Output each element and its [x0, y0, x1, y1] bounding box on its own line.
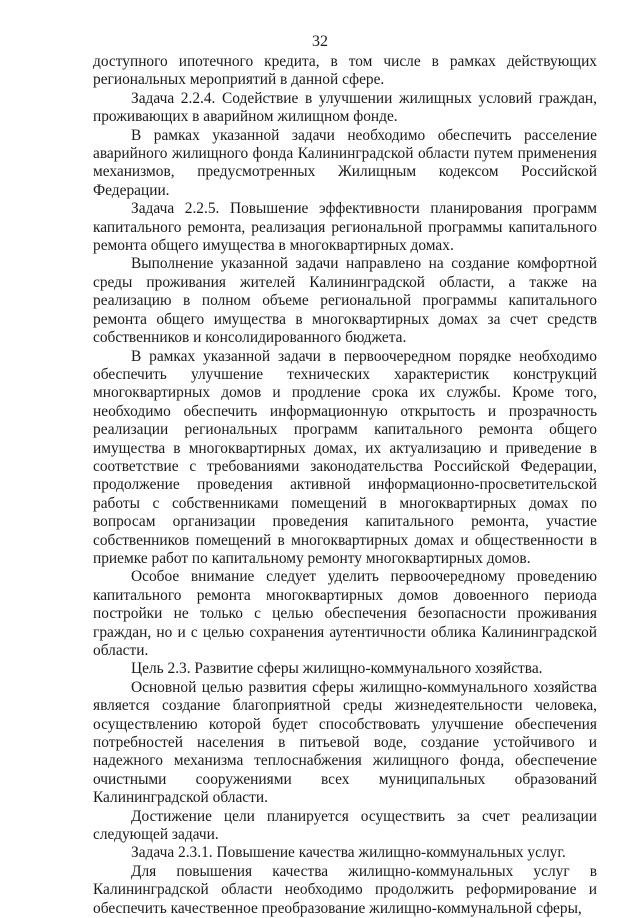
goal-2-3-heading: Цель 2.3. Развитие сферы жилищно-коммунального хозяйства. — [131, 660, 543, 678]
paragraph-main-goal: Основной целью развития сферы жилищно-коммунального хозяйства является создание благоприятной среды жизнедеятельности человека, осуществлению которой будет способствовать улучшение обеспечения потребностей населения в питьевой воде, создание устойчивого и надежного механизма теплоснабжения жилищного фонда, обеспечение очистными сооружениями всех муниципальных образований Калининградской области. — [93, 678, 597, 807]
paragraph-prewar-buildings: Особое внимание следует уделить первоочередному проведению капитального ремонта многоквартирных домов довоенного периода постройки не только с целью обеспечения безопасности проживания граждан, но и с целью сохранения аутентичности облика Калининградской области. — [93, 568, 597, 659]
paragraph-priority-measures: В рамках указанной задачи в первоочередном порядке необходимо обеспечить улучшение технических характеристик конструкций многоквартирных домов и продление срока их службы. Кроме того, необходимо обеспечить информационную открытость и прозрачность реализации региональных программ капитального ремонта общего имущества в многоквартирных домах, их актуализацию и приведение в соответствие с требованиями законодательства Российской Федерации, продолжение проведения активной информационно-просветительской работы с собственниками помещений в многоквартирных домах по вопросам организации проведения капитального ремонта, участие собственников помещений в многоквартирных домах и общественности в приемке работ по капитальному ремонту многоквартирных домов. — [93, 347, 597, 567]
task-2-2-4-heading: Задача 2.2.4. Содействие в улучшении жилищных условий граждан, проживающих в аварийном жилищном фонде. — [93, 89, 597, 126]
task-2-2-5-heading: Задача 2.2.5. Повышение эффективности планирования программ капитального ремонта, реализация региональной программы капитального ремонта общего имущества в многоквартирных домах. — [93, 200, 597, 255]
paragraph-goal-achievement: Достижение цели планируется осуществить за счет реализации следующей задачи. — [93, 807, 597, 844]
paragraph-comfortable-environment: Выполнение указанной задачи направлено на создание комфортной среды проживания жителей Калининградской области, а также на реализацию в полном объеме региональной программы капитального ремонта общего имущества в многоквартирных домах за счет средств собственников и консолидированного бюджета. — [93, 255, 597, 347]
paragraph-continuation: доступного ипотечного кредита, в том числе в рамках действующих региональных мероприятий в данной сфере. — [93, 53, 597, 89]
paragraph-reform: Для повышения качества жилищно-коммунальных услуг в Калининградской области необходимо продолжить реформирование и обеспечить качественное преобразование жилищно-коммунальной сферы, — [93, 862, 597, 917]
task-2-3-1-heading: Задача 2.3.1. Повышение качества жилищно-коммунальных услуг. — [131, 844, 566, 862]
page-number: 32 — [312, 33, 328, 50]
paragraph-resettlement: В рамках указанной задачи необходимо обеспечить расселение аварийного жилищного фонда Калининградской области путем применения механизмов, предусмотренных Жилищным кодексом Российской Федерации. — [93, 126, 597, 199]
document-body — [93, 53, 597, 918]
